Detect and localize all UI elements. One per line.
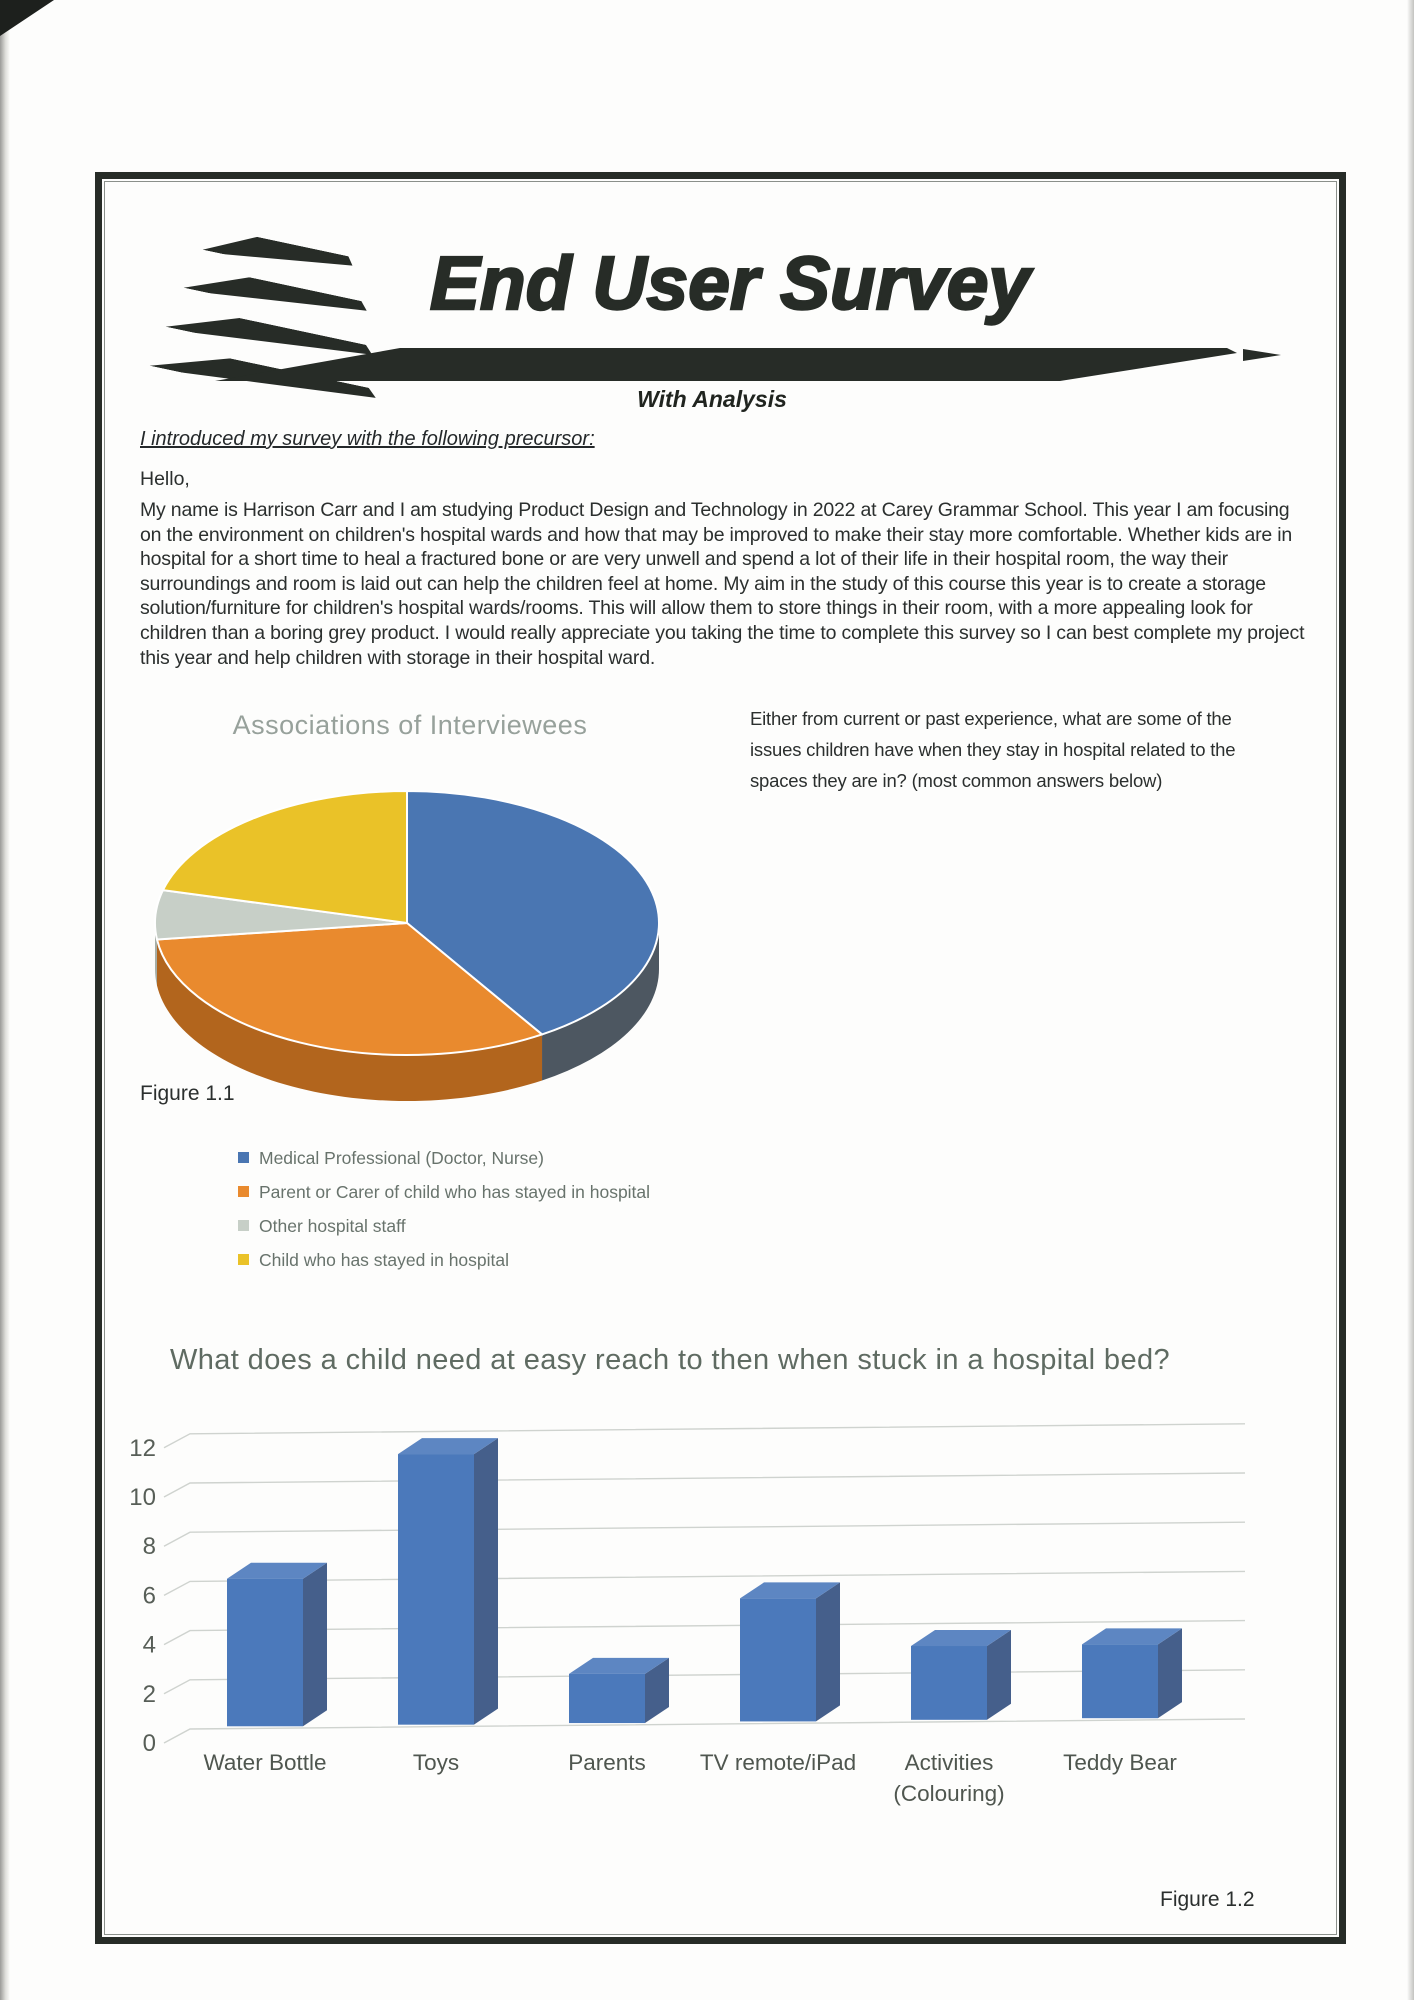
y-tick-label-10: 10: [129, 1484, 156, 1511]
bar-teddy-bear: [1082, 1644, 1158, 1718]
y-tick-label-4: 4: [142, 1631, 156, 1659]
legend-swatch-icon: [238, 1186, 249, 1197]
legend-item: [238, 1148, 650, 1169]
gridline-y-0: [164, 1719, 1245, 1743]
x-category-label-parents: Parents: [568, 1750, 646, 1775]
legend-label: Child who has stayed in hospital: [259, 1250, 510, 1270]
legend-label: Parent or Carer of child who has stayed in hospital: [259, 1182, 651, 1202]
gridline-y-8: [164, 1522, 1245, 1546]
bar-chart: [105, 1408, 1295, 1828]
legend-label: Medical Professional (Doctor, Nurse): [259, 1148, 544, 1168]
y-tick-label-12: 12: [129, 1434, 156, 1462]
bar-chart-svg: [105, 1408, 1295, 1828]
scan-edge-left: [0, 0, 10, 2000]
y-tick-label-2: 2: [142, 1680, 156, 1708]
survey-question-text: Either from current or past experience, what are some of the issues children have when they stay in hospital related to the spaces they are in? (most common answers below): [750, 708, 1236, 791]
x-category-label-tv-remote-ipad: TV remote/iPad: [699, 1750, 857, 1775]
x-category-label-teddy-bear: Teddy Bear: [1063, 1750, 1177, 1775]
y-tick-label-8: 8: [142, 1533, 156, 1561]
bar-side-toys: [474, 1438, 498, 1725]
y-tick-label-6: 6: [142, 1582, 156, 1610]
y-tick-label-0: 0: [142, 1730, 156, 1757]
figure-1-1-label: Figure 1.1: [140, 1082, 235, 1105]
precursor-line: I introduced my survey with the following precursor:: [140, 428, 595, 450]
bar-toys: [398, 1454, 474, 1725]
gridline-y-10: [164, 1473, 1245, 1497]
legend-item: [238, 1182, 650, 1203]
scan-corner-mark: [0, 0, 54, 36]
bar-side-tv-remote-ipad: [816, 1582, 840, 1721]
gridline-y-12: [164, 1424, 1245, 1448]
pie-chart-title: Associations of Interviewees: [232, 710, 588, 740]
figure-1-2-label: Figure 1.2: [1160, 1888, 1255, 1911]
intro-paragraph: My name is Harrison Carr and I am studying Product Design and Technology in 2022 at Carey Grammar School. This year I am focusing on the environment on children's hospital wards and how that may be improved to make their stay more comfortable. Whether kids are in hospital for a short time to heal a fractured bone or are very unwell and spend a lot of their life in their hospital room, the way their surroundings and room is laid out can help the children feel at home. My aim in the study of this course this year is to create a storage solution/furniture for children's hospital wards/rooms. This will allow them to store things in their room, with a more appealing look for children than a boring grey product. I would really appreciate you taking the time to complete this survey so I can best complete my project this year and help children with storage in their hospital ward.: [140, 499, 1305, 669]
x-category-label-toys: Toys: [412, 1750, 460, 1775]
page-title: End User Survey: [429, 241, 1031, 325]
x-category-label-water-bottle: Water Bottle: [203, 1750, 327, 1775]
scan-edge-right: [1407, 0, 1414, 2000]
x-category-label-activities-colouring: Activities (Colouring): [893, 1750, 1005, 1806]
legend-swatch-icon: [238, 1152, 249, 1163]
bar-chart-title: What does a child need at easy reach to then when stuck in a hospital bed?: [169, 1344, 1171, 1376]
pie-legend: [238, 1148, 650, 1271]
bar-water-bottle: [227, 1579, 303, 1727]
bar-tv-remote-ipad: [740, 1598, 816, 1721]
greeting-line: Hello,: [140, 468, 190, 490]
legend-item: [238, 1250, 650, 1271]
legend-swatch-icon: [238, 1220, 249, 1231]
legend-item: [238, 1216, 650, 1237]
bar-activities-colouring: [911, 1646, 987, 1720]
legend-swatch-icon: [238, 1254, 249, 1265]
legend-label: Other hospital staff: [259, 1216, 406, 1236]
page-subtitle: With Analysis: [637, 386, 787, 412]
bar-parents: [569, 1674, 645, 1723]
bar-side-water-bottle: [303, 1563, 327, 1727]
